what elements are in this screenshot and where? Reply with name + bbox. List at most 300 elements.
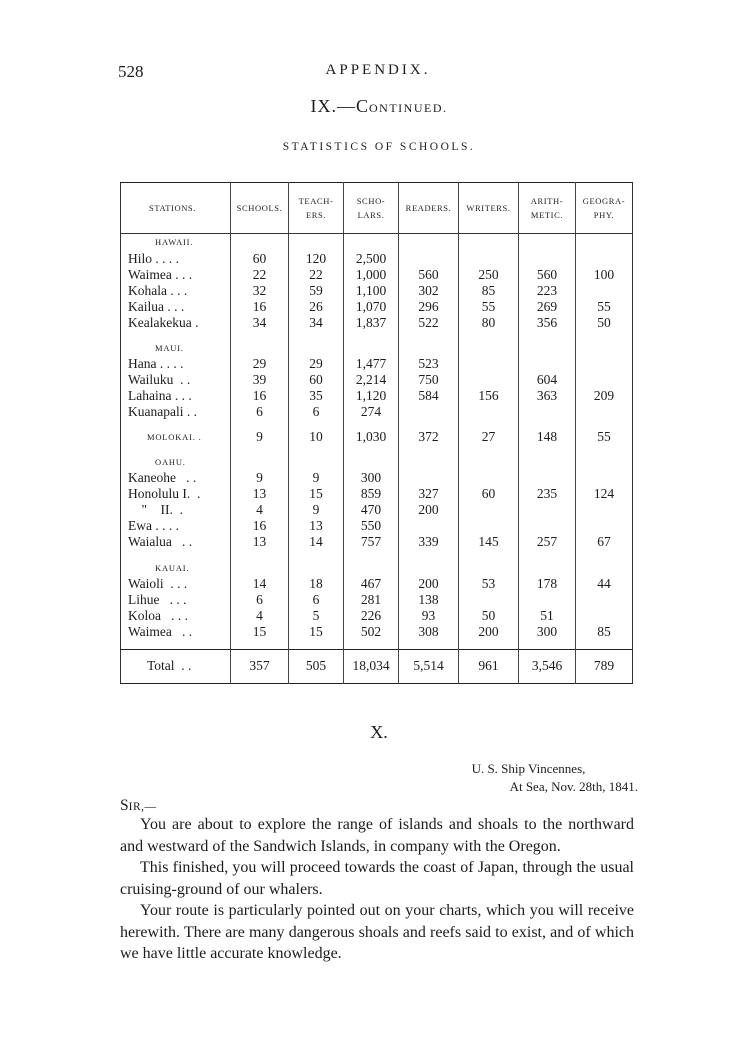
column-header-line: SCHO- [356,196,386,206]
table-cell [399,251,459,267]
table-cell: 39 [231,372,289,388]
table-cell [576,503,633,519]
table-row [121,487,633,503]
table-cell: 22 [231,267,289,283]
station-name: Lihue . . . [128,591,187,607]
empty-cell [231,454,289,471]
empty-cell [231,559,289,576]
table-row [121,576,633,592]
column-header-line: PHY. [593,210,615,220]
empty-cell [519,331,576,340]
empty-cell [459,559,519,576]
empty-cell [399,331,459,340]
table-cell: 10 [289,429,344,445]
empty-cell [519,640,576,649]
table-cell: 505 [289,649,344,683]
spacer-row [121,420,633,429]
table-cell: 226 [344,608,399,624]
table-cell [399,519,459,535]
station-name: Lahaina . . . [128,388,192,404]
empty-cell [519,420,576,429]
table-cell [459,251,519,267]
table-cell: 60 [231,251,289,267]
table-cell: 55 [459,299,519,315]
empty-cell [399,550,459,559]
table-cell: 1,070 [344,299,399,315]
table-cell [399,404,459,420]
table-cell: 50 [576,315,633,331]
table-cell: 604 [519,372,576,388]
table-cell [459,519,519,535]
table-cell [519,357,576,373]
table-cell: 300 [344,471,399,487]
empty-cell [231,331,289,340]
empty-cell [459,550,519,559]
table-cell: 6 [289,404,344,420]
table-row [121,357,633,373]
empty-cell [344,340,399,357]
table-cell: 15 [289,487,344,503]
table-row [121,503,633,519]
column-header [399,183,459,234]
table-cell [459,503,519,519]
column-header [576,183,633,234]
table-cell: 281 [344,592,399,608]
table-cell: 4 [231,503,289,519]
table-cell [519,404,576,420]
table-cell: 1,477 [344,357,399,373]
table-cell: 209 [576,388,633,404]
table-cell: 9 [231,429,289,445]
table-cell: 16 [231,519,289,535]
table-cell: 29 [231,357,289,373]
section-numeral: IX.— [310,96,356,116]
table-cell: 750 [399,372,459,388]
table-cell [576,372,633,388]
table-cell: 200 [399,503,459,519]
table-row [121,315,633,331]
spacer-row [121,445,633,454]
table-cell: 308 [399,624,459,640]
empty-cell [289,331,344,340]
table-row [121,534,633,550]
group-name: OAHU. [155,457,186,468]
table-cell [576,283,633,299]
statistics-table [120,182,633,684]
table-cell: 200 [459,624,519,640]
table-cell: 44 [576,576,633,592]
table-cell: 200 [399,576,459,592]
table-cell: 26 [289,299,344,315]
table-cell: 100 [576,267,633,283]
column-header [231,183,289,234]
table-cell: 502 [344,624,399,640]
empty-cell [399,454,459,471]
table-cell: 15 [289,624,344,640]
empty-cell [399,445,459,454]
table-cell: 339 [399,534,459,550]
table-cell: 467 [344,576,399,592]
table-cell: 1,120 [344,388,399,404]
empty-cell [289,234,344,252]
station-name: Waioli . . . [128,575,188,591]
empty-cell [344,454,399,471]
table-cell: 235 [519,487,576,503]
table-cell: 178 [519,576,576,592]
table-cell: 6 [231,592,289,608]
empty-cell [344,550,399,559]
table-cell: 757 [344,534,399,550]
table-cell: 550 [344,519,399,535]
station-name: Hana . . . . [128,356,184,372]
empty-cell [399,559,459,576]
column-header-line: LARS. [357,210,385,220]
table-cell: 223 [519,283,576,299]
empty-cell [519,445,576,454]
table-cell: 18,034 [344,649,399,683]
table-row [121,519,633,535]
empty-cell [289,445,344,454]
empty-cell [519,234,576,252]
table-row [121,624,633,640]
table-cell: 1,030 [344,429,399,445]
table-cell [459,372,519,388]
group-row [121,234,633,252]
salutation-cap: S [120,797,129,814]
table-cell: 67 [576,534,633,550]
table-cell [519,471,576,487]
table-cell: 1,000 [344,267,399,283]
table-cell: 257 [519,534,576,550]
empty-cell [576,420,633,429]
table-cell [459,357,519,373]
section-heading [0,96,750,117]
table-cell: 859 [344,487,399,503]
table-cell: 34 [231,315,289,331]
column-header-line: WRITERS. [466,203,511,213]
table-cell: 1,837 [344,315,399,331]
table-cell: 93 [399,608,459,624]
continued-rest: ONTINUED. [369,101,448,115]
table-cell: 5,514 [399,649,459,683]
empty-cell [121,420,231,429]
table-cell: 55 [576,429,633,445]
column-header [121,183,231,234]
station-name: Waimea . . [128,623,193,639]
table-header-row [121,183,633,234]
table-title: STATISTICS OF SCHOOLS. [282,141,476,153]
letter-place-date: At Sea, Nov. 28th, 1841. [509,779,638,794]
table-cell: 470 [344,503,399,519]
station-name: Wailuku . . [128,372,191,388]
table-cell [519,519,576,535]
table-cell: 560 [519,267,576,283]
table-cell: 4 [231,608,289,624]
table-cell: 789 [576,649,633,683]
table-cell: 32 [231,283,289,299]
empty-cell [344,640,399,649]
table-row [121,267,633,283]
table-row [121,372,633,388]
letter-ship: U. S. Ship Vincennes, [471,761,586,776]
table-cell [576,592,633,608]
table-cell [519,592,576,608]
empty-cell [289,640,344,649]
table-cell: 357 [231,649,289,683]
table-cell: 1,100 [344,283,399,299]
table-cell: 51 [519,608,576,624]
table-row [121,608,633,624]
table-cell: 148 [519,429,576,445]
empty-cell [344,420,399,429]
section-x-heading: X. [370,722,388,742]
station-name: Kohala . . . [128,282,188,298]
empty-cell [231,550,289,559]
empty-cell [231,234,289,252]
table-cell [576,251,633,267]
table-cell: 560 [399,267,459,283]
empty-cell [576,340,633,357]
section-continued [356,96,448,116]
column-header-line: GEOGRA- [582,196,626,206]
table-cell: 29 [289,357,344,373]
empty-cell [459,454,519,471]
table-cell: 250 [459,267,519,283]
table-cell [576,608,633,624]
table-cell: 15 [231,624,289,640]
empty-cell [344,445,399,454]
running-head: APPENDIX. [325,62,431,78]
table-cell: 124 [576,487,633,503]
table-cell: 85 [459,283,519,299]
station-name: Honolulu I. . [128,486,201,502]
total-row [121,649,633,683]
empty-cell [576,640,633,649]
station-name: Kailua . . . [128,298,185,314]
spacer-row [121,640,633,649]
station-name: Koloa . . . [128,607,188,623]
empty-cell [344,331,399,340]
empty-cell [289,559,344,576]
empty-cell [459,445,519,454]
station-name: Waimea . . . [128,266,193,282]
column-header [289,183,344,234]
empty-cell [289,550,344,559]
table-cell: 327 [399,487,459,503]
table-cell: 138 [399,592,459,608]
empty-cell [576,454,633,471]
table-cell [459,471,519,487]
group-name: HAWAII. [155,237,194,248]
empty-cell [459,331,519,340]
table-cell: 356 [519,315,576,331]
spacer-row [121,331,633,340]
letter-heading [472,760,638,796]
table-cell: 6 [289,592,344,608]
continued-initial: C [355,96,369,116]
station-name: Hilo . . . . [128,250,180,266]
table-cell [459,592,519,608]
letter-paragraph: This finished, you will proceed towards the coast of Japan, through the usual cruising-ground of our whalers. [120,859,634,898]
empty-cell [289,454,344,471]
page-number: 528 [118,62,144,81]
table-cell: 53 [459,576,519,592]
station-name: Kaneohe . . [128,470,197,486]
station-name: " II. . [128,502,184,518]
salutation-rest: IR,— [128,801,157,813]
table-cell: 35 [289,388,344,404]
table-cell: 522 [399,315,459,331]
table-row [121,404,633,420]
table-cell: 302 [399,283,459,299]
table-row [121,299,633,315]
letter-body [120,814,634,965]
empty-cell [231,420,289,429]
table-cell: 2,500 [344,251,399,267]
table-cell: 59 [289,283,344,299]
table-cell: 9 [289,471,344,487]
table-cell: 16 [231,388,289,404]
empty-cell [576,234,633,252]
table-row [121,592,633,608]
empty-cell [519,340,576,357]
table-cell [576,471,633,487]
empty-cell [576,331,633,340]
table-cell: 3,546 [519,649,576,683]
empty-cell [459,234,519,252]
empty-cell [519,559,576,576]
table-cell: 9 [289,503,344,519]
table-cell: 18 [289,576,344,592]
letter-paragraph: Your route is particularly pointed out on your charts, which you will receive herewith. There are many dangerous shoals and reefs said to exist, and of which we have little accurate knowledge. [120,902,634,962]
empty-cell [576,445,633,454]
empty-cell [289,340,344,357]
empty-cell [121,445,231,454]
table-cell: 5 [289,608,344,624]
table-cell: 27 [459,429,519,445]
table-cell: 961 [459,649,519,683]
table-cell: 2,214 [344,372,399,388]
empty-cell [399,420,459,429]
column-header-line: TEACH- [298,196,334,206]
empty-cell [459,420,519,429]
table-cell: 523 [399,357,459,373]
empty-cell [399,340,459,357]
table-row [121,471,633,487]
empty-cell [231,340,289,357]
table-cell: 13 [289,519,344,535]
station-name: Kealakekua . [128,314,199,330]
table-cell [576,519,633,535]
station-name: Total . . [121,649,231,683]
column-header [519,183,576,234]
table-cell: 156 [459,388,519,404]
column-header-line: STATIONS. [149,203,196,213]
empty-cell [121,331,231,340]
table-row [121,283,633,299]
table-cell: 120 [289,251,344,267]
table-cell: 14 [231,576,289,592]
table-cell [399,471,459,487]
empty-cell [344,559,399,576]
column-header-line: READERS. [405,203,452,213]
group-name: MAUI. [155,342,184,353]
empty-cell [344,234,399,252]
spacer-row [121,550,633,559]
column-header [344,183,399,234]
table-cell: 55 [576,299,633,315]
group-row [121,340,633,357]
empty-cell [399,234,459,252]
table-cell: 13 [231,487,289,503]
table-cell [459,404,519,420]
table-cell: 34 [289,315,344,331]
table-row [121,388,633,404]
empty-cell [459,640,519,649]
table-cell: 9 [231,471,289,487]
table-cell: 6 [231,404,289,420]
empty-cell [289,420,344,429]
station-name: Kuanapali . . [128,404,197,420]
table-cell: 80 [459,315,519,331]
table-cell: 584 [399,388,459,404]
empty-cell [121,640,231,649]
empty-cell [231,445,289,454]
column-header-line: ARITH- [530,196,564,206]
letter-paragraph: You are about to explore the range of islands and shoals to the northward and westward of the Sandwich Islands, in company with the Oregon. [120,816,634,855]
table-cell: 296 [399,299,459,315]
table-row [121,251,633,267]
empty-cell [459,340,519,357]
table-body [121,234,633,684]
table-cell [519,251,576,267]
group-row [121,559,633,576]
table-cell: 269 [519,299,576,315]
table-cell [519,503,576,519]
empty-cell [519,550,576,559]
station-name: Ewa . . . . [128,518,179,534]
empty-cell [519,454,576,471]
empty-cell [399,640,459,649]
table-cell: 300 [519,624,576,640]
station-name: Waialua . . [128,534,193,550]
table-row [121,429,633,445]
column-header-line: SCHOOLS. [236,203,283,213]
empty-cell [231,640,289,649]
column-header-line: ERS. [305,210,327,220]
station-name: MOLOKAI. . [147,431,202,442]
group-row [121,454,633,471]
table-cell: 60 [459,487,519,503]
table-cell: 16 [231,299,289,315]
table-cell: 145 [459,534,519,550]
table-cell: 363 [519,388,576,404]
table-cell: 85 [576,624,633,640]
empty-cell [576,559,633,576]
empty-cell [576,550,633,559]
table-cell: 274 [344,404,399,420]
table-cell: 60 [289,372,344,388]
table-cell: 13 [231,534,289,550]
table-cell: 372 [399,429,459,445]
column-header-line: METIC. [530,210,564,220]
column-header [459,183,519,234]
table-cell: 14 [289,534,344,550]
table-cell: 22 [289,267,344,283]
table-cell [576,357,633,373]
table-cell: 50 [459,608,519,624]
salutation [120,797,157,815]
